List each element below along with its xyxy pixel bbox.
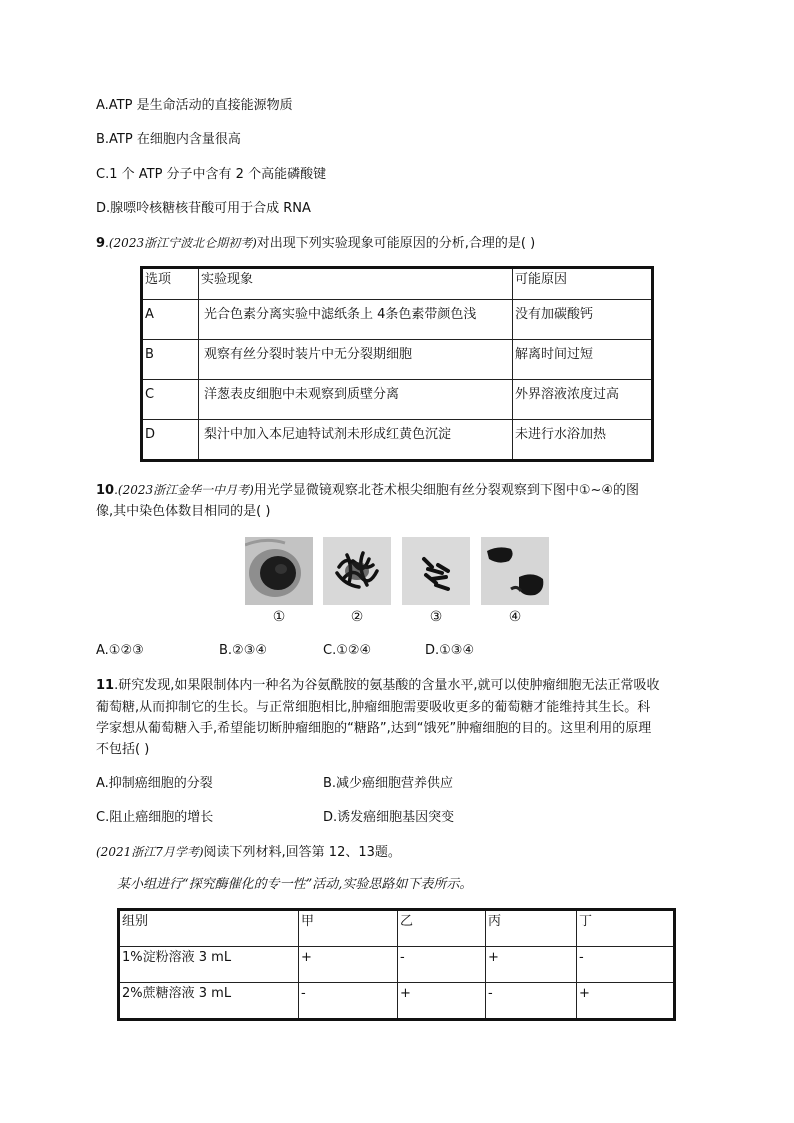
q8-option-a: A.ATP 是生命活动的直接能源物质 — [96, 98, 293, 113]
image-label-3: ③ — [429, 609, 443, 625]
table-cell: - — [398, 947, 486, 983]
q12-13-table — [117, 908, 676, 1021]
table-header-cell: 丁 — [577, 910, 675, 947]
q8-option-b: B.ATP 在细胞内含量很高 — [96, 132, 241, 147]
micrograph-4-anaphase — [481, 537, 549, 605]
table-cell: + — [577, 983, 675, 1020]
q11-stem-line4: 不包括( ) — [96, 742, 150, 757]
q12-13-source: (2021浙江7月学考) — [96, 845, 204, 859]
table-cell: 洋葱表皮细胞中未观察到质壁分离 — [199, 380, 513, 420]
q10-source: .(2023浙江金华一中月考) — [114, 483, 254, 497]
table-cell: 1%淀粉溶液 3 mL — [119, 947, 299, 983]
q10-stem-line2: 像,其中染色体数目相同的是( ) — [96, 504, 271, 519]
q10-stem-text: 用光学显微镜观察北苍术根尖细胞有丝分裂观察到下图中①~④的图 — [253, 483, 640, 498]
table-header-cell: 组别 — [119, 910, 299, 947]
table-cell: + — [398, 983, 486, 1020]
table-header-cell: 甲 — [299, 910, 398, 947]
table-cell: C — [142, 380, 199, 420]
table-cell: + — [299, 947, 398, 983]
table-cell: 解离时间过短 — [513, 340, 653, 380]
q10-option-b: B.②③④ — [219, 643, 268, 658]
q11-option-a: A.抑制癌细胞的分裂 — [96, 776, 213, 791]
table-cell: 未进行水浴加热 — [513, 420, 653, 461]
table-cell: 观察有丝分裂时装片中无分裂期细胞 — [199, 340, 513, 380]
table-header-cell: 实验现象 — [199, 268, 513, 300]
table-cell: 2%蔗糖溶液 3 mL — [119, 983, 299, 1020]
q12-13-intro-text: 阅读下列材料,回答第 12、13题。 — [203, 845, 401, 860]
q10-option-a: A.①②③ — [96, 643, 144, 658]
table-header-row — [119, 910, 675, 947]
q9-number: 9 — [96, 236, 106, 251]
q10-option-c: C.①②④ — [323, 643, 372, 658]
q11-stem-line2: 葡萄糖,从而抑制它的生长。与正常细胞相比,肿瘤细胞需要吸收更多的葡萄糖才能维持其生长。科 — [96, 700, 651, 715]
q9-source: .(2023浙江宁波北仑期初考) — [105, 236, 257, 250]
table-cell: D — [142, 420, 199, 461]
table-header-row — [142, 268, 653, 300]
q11-stem-line3: 学家想从葡萄糖入手,希望能切断肿瘤细胞的“糖路”,达到“饿死”肿瘤细胞的目的。这里利用的原理 — [96, 721, 652, 736]
table-row — [119, 947, 675, 983]
q11-number: 11 — [96, 678, 115, 693]
table-header-cell: 可能原因 — [513, 268, 653, 300]
table-cell: + — [486, 947, 577, 983]
table-row — [142, 300, 653, 340]
table-row — [142, 420, 653, 461]
q10-number: 10 — [96, 483, 115, 498]
table-cell: A — [142, 300, 199, 340]
image-label-4: ④ — [508, 609, 522, 625]
micrograph-2-prophase — [323, 537, 391, 605]
table-cell: 光合色素分离实验中滤纸条上 4条色素带颜色浅 — [199, 300, 513, 340]
q11-stem-text: .研究发现,如果限制体内一种名为谷氨酰胺的氨基酸的含量水平,就可以使肿瘤细胞无法正常吸收 — [114, 678, 660, 693]
q11-option-b: B.减少癌细胞营养供应 — [323, 776, 454, 791]
table-header-cell: 乙 — [398, 910, 486, 947]
table-row — [142, 340, 653, 380]
q9-stem — [96, 234, 535, 253]
table-cell: - — [577, 947, 675, 983]
q9-table — [140, 266, 654, 462]
image-label-1: ① — [272, 609, 286, 625]
q10-stem-line1 — [96, 481, 639, 500]
table-cell: 没有加碳酸钙 — [513, 300, 653, 340]
table-header-cell: 选项 — [142, 268, 199, 300]
micrograph-3-metaphase — [402, 537, 470, 605]
q12-13-material: 某小组进行“探究酶催化的专一性”活动,实验思路如下表所示。 — [117, 877, 473, 892]
table-cell: B — [142, 340, 199, 380]
table-row — [119, 983, 675, 1020]
table-cell: - — [486, 983, 577, 1020]
table-cell: 外界溶液浓度过高 — [513, 380, 653, 420]
q8-option-d: D.腺嘌呤核糖核苷酸可用于合成 RNA — [96, 201, 311, 216]
q11-stem-line1 — [96, 677, 660, 695]
q10-option-d: D.①③④ — [425, 643, 475, 658]
q11-option-c: C.阻止癌细胞的增长 — [96, 810, 214, 825]
table-cell: - — [299, 983, 398, 1020]
table-cell: 梨汁中加入本尼迪特试剂未形成红黄色沉淀 — [199, 420, 513, 461]
micrograph-1-interphase — [245, 537, 313, 605]
q8-option-c: C.1 个 ATP 分子中含有 2 个高能磷酸键 — [96, 167, 327, 182]
table-header-cell: 丙 — [486, 910, 577, 947]
image-label-2: ② — [350, 609, 364, 625]
q9-stem-text: 对出现下列实验现象可能原因的分析,合理的是( ) — [256, 236, 536, 251]
q12-13-intro — [96, 843, 401, 862]
table-row — [142, 380, 653, 420]
q11-option-d: D.诱发癌细胞基因突变 — [323, 810, 455, 825]
